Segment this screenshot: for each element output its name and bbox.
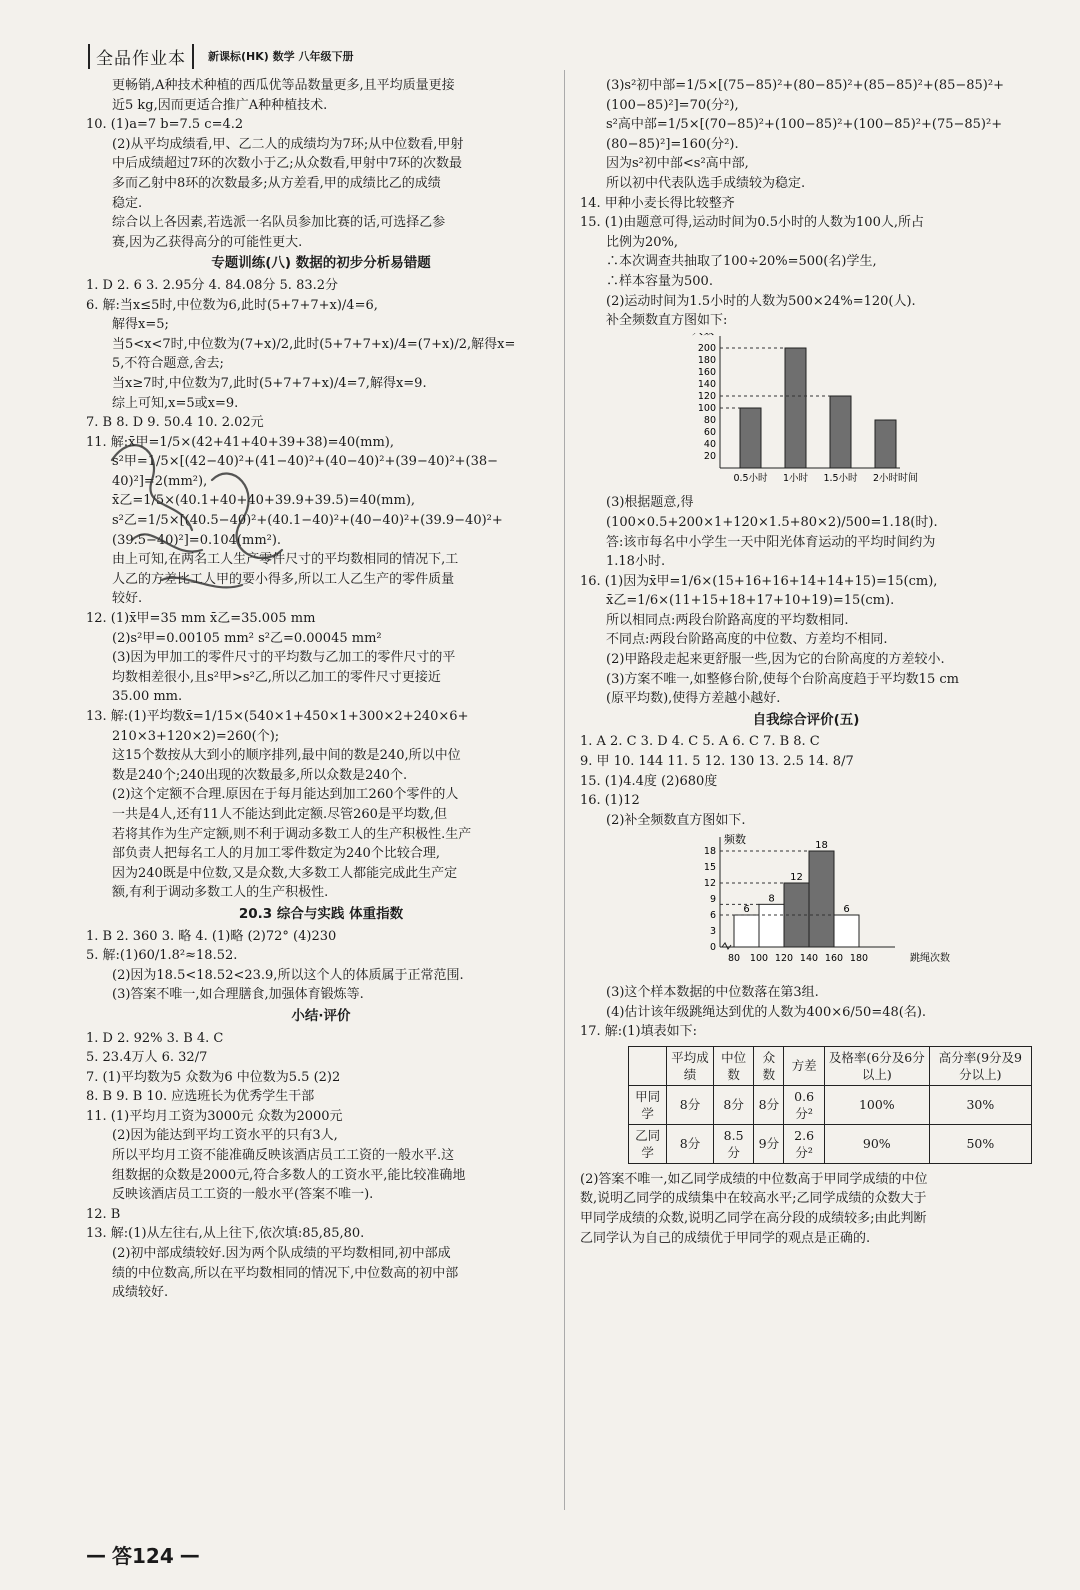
answer-line: 15. (1)4.4度 (2)680度 <box>580 773 718 789</box>
table-cell: 90% <box>824 1124 929 1163</box>
right-column <box>580 76 1032 1248</box>
page-footer <box>86 1540 200 1569</box>
histogram-1 <box>580 333 1032 483</box>
page-number: 答124 <box>112 1544 174 1568</box>
section-heading-summary: 小结·评价 <box>291 1007 351 1024</box>
answer-line: 因为s²初中部<s²高中部, <box>580 156 749 172</box>
answer-line: ∴样本容量为500. <box>580 273 713 289</box>
answer-line: 综合以上各因素,若选派一名队员参加比赛的话,可选择乙参 <box>86 215 446 231</box>
answer-line: (3)答案不唯一,如合理膳食,加强体育锻炼等. <box>86 987 364 1003</box>
answer-line: (原平均数),使得方差越小越好. <box>580 691 781 707</box>
answer-line: 9. 甲 10. 144 11. 5 12. 130 13. 2.5 14. 8/7 <box>580 754 854 770</box>
answer-line: (3)根据题意,得 <box>580 495 694 511</box>
table-header-cell: 高分率(9分及9分以上) <box>929 1046 1031 1085</box>
answer-line: 13. 解:(1)从左往右,从上往下,依次填:85,85,80. <box>86 1226 365 1242</box>
section-heading-20-3: 20.3 综合与实践 体重指数 <box>238 905 404 922</box>
answer-line: 赛,因为乙获得高分的可能性更大. <box>86 234 303 250</box>
answer-line: (2)运动时间为1.5小时的人数为500×24%=120(人). <box>580 293 916 309</box>
histogram-figure-1 <box>580 333 1032 490</box>
y-tick-label: 80 <box>703 414 716 426</box>
answer-line: 12. (1)x̄甲=35 mm x̄乙=35.005 mm <box>86 611 316 627</box>
answer-line: (3)因为甲加工的零件尺寸的平均数与乙加工的零件尺寸的平 <box>86 650 456 666</box>
answer-line: 若将其作为生产定额,则不利于调动多数工人的生产积极性.生产 <box>86 826 472 842</box>
y-tick-label: 180 <box>697 354 716 366</box>
table-cell: 100% <box>824 1085 929 1124</box>
y-tick-label: 100 <box>697 402 716 414</box>
answer-line: 17. 解:(1)填表如下: <box>580 1024 697 1040</box>
answer-line: 数,说明乙同学的成绩集中在较高水平;乙同学成绩的众数大于 <box>580 1191 927 1207</box>
answer-line: 组数据的众数是2000元,符合多数人的工资水平,能比较准确地 <box>86 1167 466 1183</box>
answer-line: 13. 解:(1)平均数x̄=1/15×(540×1+450×1+300×2+240×6+ <box>86 709 469 724</box>
table-cell: 9分 <box>754 1124 784 1163</box>
block-right-3 <box>580 732 1032 830</box>
answer-line: 解得x=5; <box>86 317 169 333</box>
answer-line: 均数相差很小,且s²甲>s²乙,所以乙加工的零件尺寸更接近 <box>86 669 441 685</box>
answer-line: 6. 解:当x≤5时,中位数为6,此时(5+7+7+x)/4=6, <box>86 297 378 313</box>
answer-line: 16. (1)因为x̄甲=1/6×(15+16+16+14+14+15)=15(cm), <box>580 573 938 589</box>
table-cell: 8分 <box>713 1085 754 1124</box>
y-tick-label: 18 <box>703 846 716 858</box>
answer-line: (2)补全频数直方图如下. <box>580 812 746 828</box>
y-tick-label: 15 <box>703 862 716 874</box>
x-tick-label: 1.5小时 <box>823 472 858 483</box>
answer-line: (100−85)²]=70(分²), <box>580 97 739 113</box>
table-header-cell: 平均成绩 <box>667 1046 714 1085</box>
table-cell: 乙同学 <box>629 1124 667 1163</box>
block-right-1 <box>580 76 1032 331</box>
bar-0.5小时 <box>740 408 761 468</box>
y-tick-label: 160 <box>697 366 716 378</box>
answer-line: 5. 23.4万人 6. 32/7 <box>86 1050 208 1066</box>
table-header-cell: 众数 <box>754 1046 784 1085</box>
brand-title: 全品作业本 <box>88 44 194 69</box>
x-axis-label: 时间 <box>898 472 918 483</box>
answer-line: ∴本次调查共抽取了100÷20%=500(名)学生, <box>580 254 877 270</box>
answer-line: (100×0.5+200×1+120×1.5+80×2)/500=1.18(时). <box>580 514 938 530</box>
answer-line: (2)甲路段走起来更舒服一些,因为它的台阶高度的方差较小. <box>580 652 945 668</box>
book-subtitle: 新课标(HK) 数学 八年级下册 <box>208 50 354 63</box>
y-tick-label: 9 <box>709 894 716 906</box>
answer-line: 综上可知,x=5或x=9. <box>86 395 239 411</box>
answer-line: 因为240既是中位数,又是众数,大多数工人都能完成此生产定 <box>86 865 458 881</box>
y-tick-label: 20 <box>703 450 716 462</box>
table-header-row <box>629 1046 1032 1085</box>
answer-line: 绩的中位数高,所以在平均数相同的情况下,中位数高的初中部 <box>86 1265 459 1281</box>
bar-100-120 <box>759 905 784 948</box>
x-tick-label: 180 <box>849 953 869 965</box>
table-cell: 8分 <box>667 1085 714 1124</box>
data-label: 8 <box>768 893 775 905</box>
answer-line: 所以平均月工资不能准确反映该酒店员工工资的一般水平.这 <box>86 1148 455 1164</box>
table-cell: 8分 <box>754 1085 784 1124</box>
x-tick-label: 160 <box>824 953 844 965</box>
table-cell: 30% <box>929 1085 1031 1124</box>
column-divider <box>564 70 565 1510</box>
table-header-cell <box>629 1046 667 1085</box>
table-header-cell: 及格率(6分及6分以上) <box>824 1046 929 1085</box>
block-left-2 <box>86 276 556 903</box>
answer-line: 1. D 2. 92% 3. B 4. C <box>86 1030 224 1046</box>
x-tick-label: 2小时 <box>872 472 899 483</box>
table-cell: 0.6分² <box>784 1085 825 1124</box>
answer-line: (2)s²甲=0.00105 mm² s²乙=0.00045 mm² <box>86 630 382 646</box>
answer-line: (3)这个样本数据的中位数落在第3组. <box>580 985 819 1000</box>
answer-line: (4)估计该年级跳绳达到优的人数为400×6/50=48(名). <box>580 1004 927 1020</box>
answer-line: (39.5−40)²]=0.104(mm²). <box>86 532 282 548</box>
block-right-5 <box>580 1170 1032 1248</box>
answer-line: (2)因为能达到平均工资水平的只有3人, <box>86 1128 338 1144</box>
answer-line: 40)²]=2(mm²), <box>86 473 208 489</box>
x-tick-label: 0.5小时 <box>733 472 768 483</box>
bar-1.5小时 <box>830 396 851 468</box>
answer-line: 乙同学认为自己的成绩优于甲同学的观点是正确的. <box>580 1230 871 1246</box>
bar-160-180 <box>834 915 859 947</box>
answer-line: 5. 解:(1)60/1.8²≈18.52. <box>86 948 238 964</box>
table-cell: 2.6分² <box>784 1124 825 1163</box>
bar-1小时 <box>785 348 806 468</box>
x-tick-label: 120 <box>774 953 794 965</box>
answer-line: 这15个数按从大到小的顺序排列,最中间的数是240,所以中位 <box>86 748 461 764</box>
section-heading-self5: 自我综合评价(五) <box>752 711 860 728</box>
page-header <box>88 44 353 68</box>
answer-line: 近5 kg,因而更适合推广A种种植技术. <box>86 97 328 113</box>
answer-line: 7. B 8. D 9. 50.4 10. 2.02元 <box>86 415 264 431</box>
answer-line: 中后成绩超过7环的次数小于乙;从众数看,甲射中7环的次数最 <box>86 156 463 172</box>
bar-140-160 <box>809 851 834 947</box>
answer-line: 更畅销,A种技术种植的西瓜优等品数量更多,且平均质量更接 <box>86 78 455 93</box>
y-tick-label: 12 <box>703 878 716 890</box>
answer-line: (2)答案不唯一,如乙同学成绩的中位数高于甲同学成绩的中位 <box>580 1171 928 1187</box>
answer-line: 当5<x<7时,中位数为(7+x)/2,此时(5+7+7+x)/4=(7+x)/2,解得x= <box>86 336 516 352</box>
answer-line: 一共是4人,还有11人不能达到此定额.尽管260是平均数,但 <box>86 806 448 822</box>
y-tick-label: 0 <box>709 942 716 954</box>
answer-line: 部负责人把每名工人的月加工零件数定为240个比较合理, <box>86 846 440 862</box>
answer-line: 甲同学成绩的众数,说明乙同学在高分段的成绩较多;由此判断 <box>580 1210 927 1226</box>
answer-line: 1.18小时. <box>580 554 666 570</box>
x-axis-label: 跳绳次数 <box>910 953 950 965</box>
y-tick-label: 200 <box>697 342 716 354</box>
data-label: 18 <box>815 840 828 852</box>
answer-line: x̄乙=1/6×(11+15+18+17+10+19)=15(cm). <box>580 593 895 609</box>
table-header-cell: 方差 <box>784 1046 825 1085</box>
block-right-2 <box>580 493 1032 709</box>
answer-line: (2)从平均成绩看,甲、乙二人的成绩均为7环;从中位数看,甲射 <box>86 136 464 152</box>
data-label: 12 <box>790 872 803 884</box>
bar-80-100 <box>734 915 759 947</box>
answer-line: 1. D 2. 6 3. 2.95分 4. 84.08分 5. 83.2分 <box>86 277 339 293</box>
answer-line: 不同点:两段台阶路高度的中位数、方差均不相同. <box>580 632 888 648</box>
answer-line: 多而乙射中8环的次数最多;从方差看,甲的成绩比乙的成绩 <box>86 175 441 191</box>
x-tick-label: 80 <box>727 953 741 965</box>
table-cell: 8.5分 <box>713 1124 754 1163</box>
answer-line: s²甲=1/5×[(42−40)²+(41−40)²+(40−40)²+(39−40)²+(38− <box>86 454 499 470</box>
answer-line: 答:该市每名中小学生一天中阳光体育运动的平均时间约为 <box>580 534 936 550</box>
answer-line: 11. (1)平均月工资为3000元 众数为2000元 <box>86 1108 343 1124</box>
left-column <box>86 76 556 1303</box>
data-label: 6 <box>743 904 750 916</box>
answer-line: x̄乙=1/5×(40.1+40+40+39.9+39.5)=40(mm), <box>86 493 416 509</box>
answer-line: 所以相同点:两段台阶路高度的平均数相同. <box>580 612 849 628</box>
footer-dash-left: — <box>86 1542 106 1567</box>
histogram-2 <box>580 832 1032 972</box>
table-header-cell: 中位数 <box>713 1046 754 1085</box>
answer-line: 人乙的方差比工人甲的要小得多,所以工人乙生产的零件质量 <box>86 571 455 587</box>
answer-line: 14. 甲种小麦长得比较整齐 <box>580 195 735 211</box>
answer-line: 当x≥7时,中位数为7,此时(5+7+7+x)/4=7,解得x=9. <box>86 375 427 391</box>
answer-line: 210×3+120×2)=260(个); <box>86 728 280 744</box>
answer-line: (2)初中部成绩较好.因为两个队成绩的平均数相同,初中部成 <box>86 1246 451 1262</box>
x-tick-label: 1小时 <box>782 472 809 483</box>
answer-line: s²高中部=1/5×[(70−85)²+(100−85)²+(100−85)²+(75−85)²+ <box>580 117 1003 133</box>
histogram-figure-2 <box>580 832 1032 979</box>
x-tick-label: 100 <box>749 953 769 965</box>
answer-line: 10. (1)a=7 b=7.5 c=4.2 <box>86 117 244 133</box>
block-left-4 <box>86 1029 556 1303</box>
answer-line: (2)因为18.5<18.52<23.9,所以这个人的体质属于正常范围. <box>86 967 464 983</box>
block-right-4 <box>580 983 1032 1042</box>
table-cell: 50% <box>929 1124 1031 1163</box>
x-tick-label: 140 <box>799 953 819 965</box>
bar-2小时 <box>875 420 896 468</box>
answer-line: 5,不符合题意,舍去; <box>86 356 224 372</box>
answer-line: s²乙=1/5×[(40.5−40)²+(40.1−40)²+(40−40)²+(39.9−40)²+ <box>86 513 503 529</box>
answer-line: 额,有利于调动多数工人的生产积极性. <box>86 885 329 901</box>
answer-line: 12. B <box>86 1206 121 1222</box>
block-left-1 <box>86 76 556 252</box>
block-left-3 <box>86 927 556 1005</box>
answer-line: (80−85)²]=160(分²). <box>580 136 739 152</box>
answer-line: 比例为20%, <box>580 234 679 250</box>
answer-line: 8. B 9. B 10. 应选班长为优秀学生干部 <box>86 1089 315 1105</box>
answer-line: 7. (1)平均数为5 众数为6 中位数为5.5 (2)2 <box>86 1069 341 1085</box>
axis-break-mark <box>722 943 731 949</box>
table-row <box>629 1085 1032 1124</box>
answer-line: 所以初中代表队选手成绩较为稳定. <box>580 175 806 191</box>
answer-line: (2)这个定额不合理.原因在于每月能达到加工260个零件的人 <box>86 787 459 803</box>
answer-line: 较好. <box>86 591 143 607</box>
answer-line: 1. B 2. 360 3. 略 4. (1)略 (2)72° (4)230 <box>86 928 337 944</box>
y-axis-label: 频数 <box>724 833 746 847</box>
y-tick-label: 6 <box>709 910 716 922</box>
answer-line: 数是240个;240出现的次数最多,所以众数是240个. <box>86 767 408 783</box>
answer-line: 35.00 mm. <box>86 689 183 705</box>
y-axis-label <box>692 333 714 337</box>
answer-line: 反映该酒店员工工资的一般水平(答案不唯一). <box>86 1187 374 1203</box>
table-cell: 8分 <box>667 1124 714 1163</box>
answer-line: 成绩较好. <box>86 1285 169 1301</box>
answer-line: 由上可知,在两名工人生产零件尺寸的平均数相同的情况下,工 <box>86 552 459 568</box>
table-row <box>629 1124 1032 1163</box>
answer-line: 1. A 2. C 3. D 4. C 5. A 6. C 7. B 8. C <box>580 734 820 750</box>
y-tick-label: 40 <box>703 438 716 450</box>
answer-line: 补全频数直方图如下: <box>580 313 728 329</box>
data-label: 6 <box>843 904 850 916</box>
answer-line: 11. 解:x̄甲=1/5×(42+41+40+39+38)=40(mm), <box>86 434 395 450</box>
y-tick-label: 3 <box>709 926 716 938</box>
y-tick-label: 60 <box>703 426 716 438</box>
y-tick-label: 120 <box>697 390 716 402</box>
y-tick-label: 140 <box>697 378 716 390</box>
footer-dash-right: — <box>179 1542 200 1567</box>
section-heading-8: 专题训练(八) 数据的初步分析易错题 <box>211 255 431 272</box>
answer-line: 16. (1)12 <box>580 793 640 809</box>
answer-line: (3)方案不唯一,如整修台阶,使每个台阶高度趋于平均数15 cm <box>580 671 959 687</box>
answer-line: (3)s²初中部=1/5×[(75−85)²+(80−85)²+(85−85)²+(85−85)²+ <box>580 78 1004 93</box>
table-cell: 甲同学 <box>629 1085 667 1124</box>
answer-line: 15. (1)由题意可得,运动时间为0.5小时的人数为100人,所占 <box>580 215 924 231</box>
results-table <box>628 1046 1032 1164</box>
answer-line: 稳定. <box>86 195 143 211</box>
